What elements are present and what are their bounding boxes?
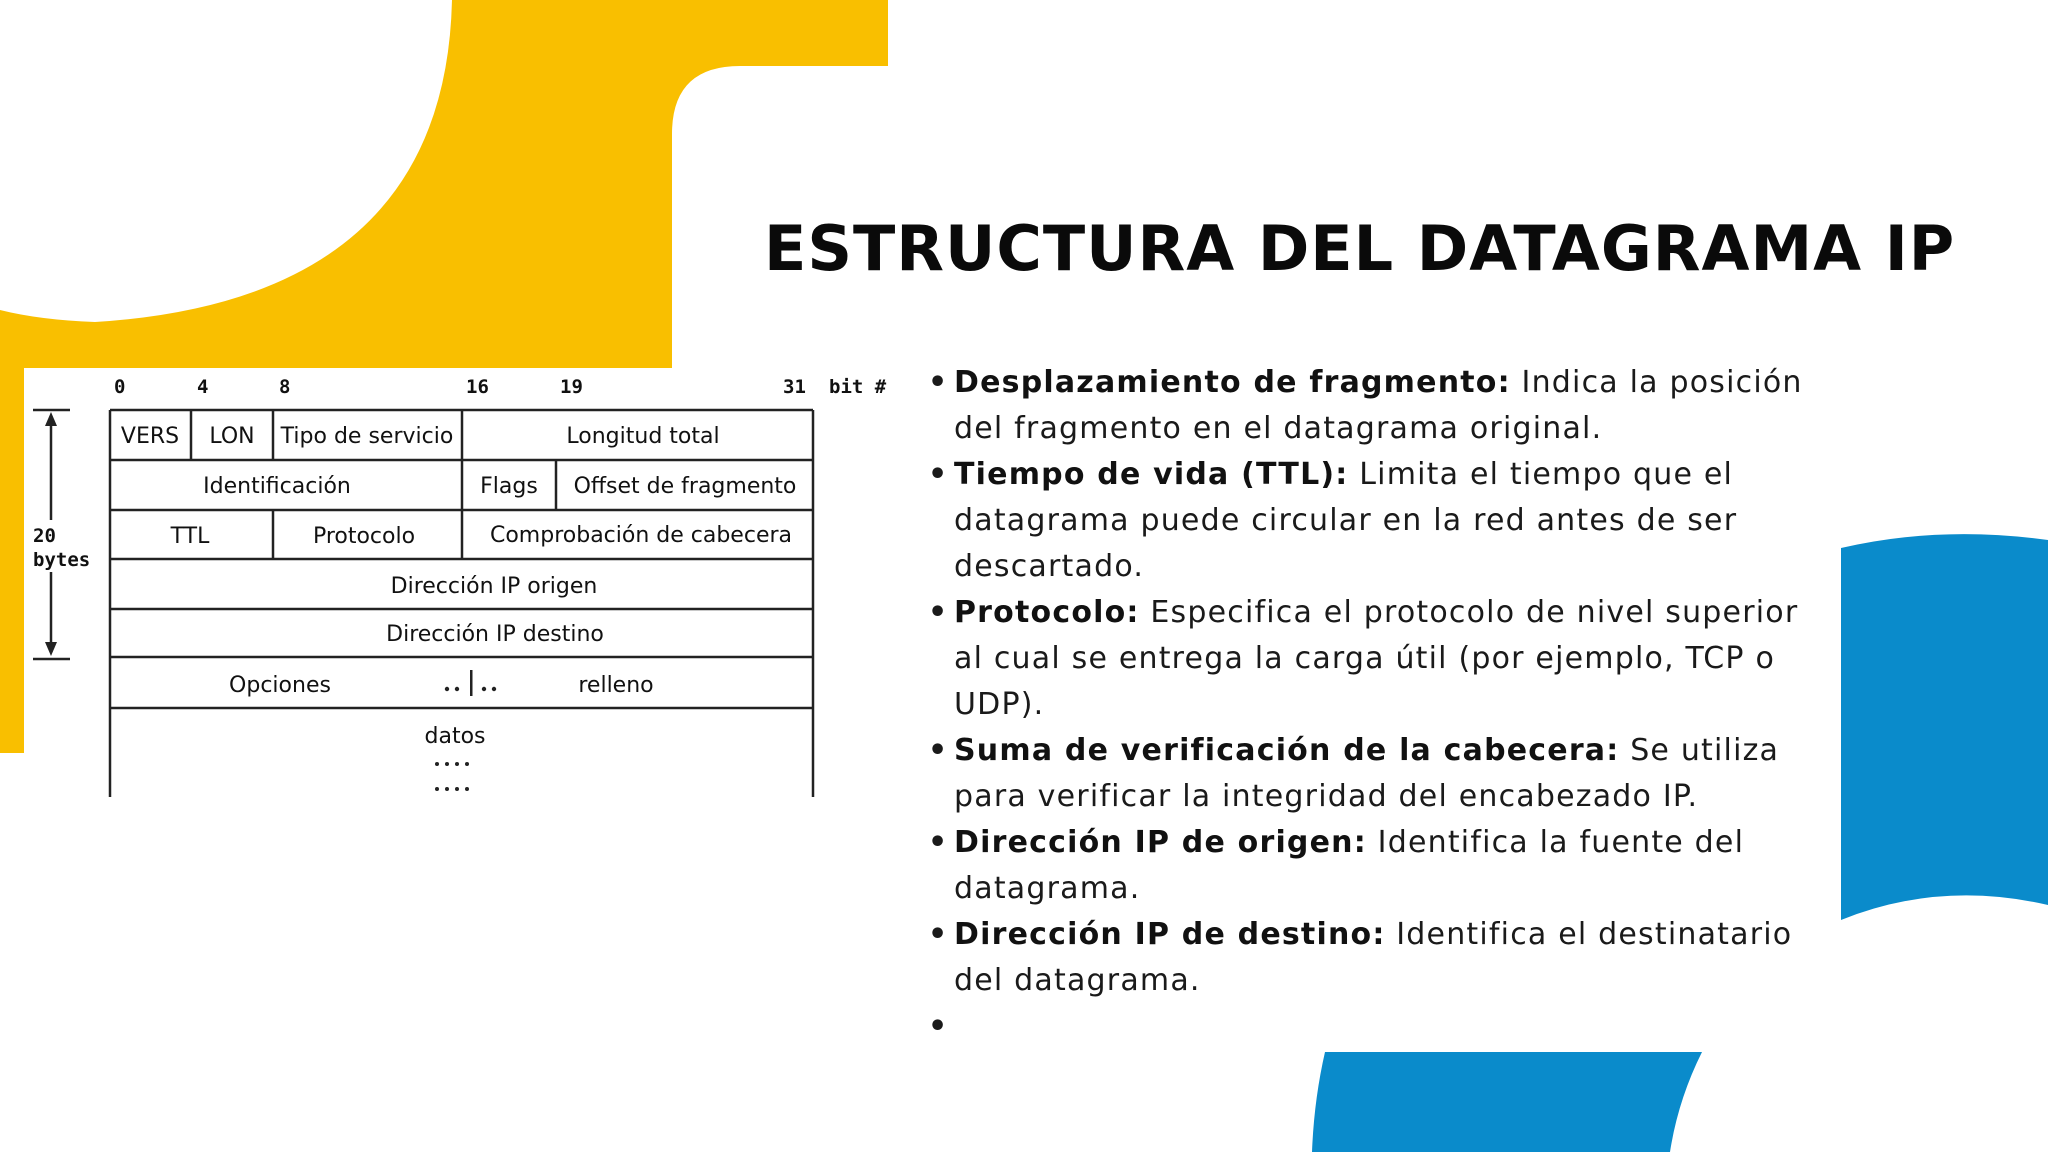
bullet-text: Limita el tiempo que el datagrama puede circular en la red antes de ser descartado.: [954, 457, 1738, 584]
field-flags: Flags: [480, 474, 538, 499]
bullet-term: Tiempo de vida (TTL):: [954, 457, 1349, 492]
bullet-text: Identifica la fuente del datagrama.: [954, 825, 1745, 906]
field-vers: VERS: [120, 424, 180, 449]
bit-label-19: 19: [560, 376, 583, 398]
list-item: [928, 728, 1838, 820]
bullet-text: Especifica el protocolo de nivel superior al cual se entrega la carga útil (por ejemplo, TCP o UDP).: [954, 595, 1799, 722]
bit-label-16: 16: [466, 376, 489, 398]
list-item: [928, 590, 1838, 728]
list-item: [928, 452, 1838, 590]
field-ip-origen: Dirección IP origen: [390, 574, 598, 599]
bullet-term: Desplazamiento de fragmento:: [954, 365, 1511, 400]
empty-list-item: [928, 1004, 1838, 1050]
data-continuation-dots: [435, 762, 469, 791]
list-item: [928, 820, 1838, 912]
bit-label-31: 31: [783, 376, 806, 398]
bullet-text: Identifica el destinatario del datagrama.: [954, 917, 1793, 998]
field-checksum: Comprobación de cabecera: [489, 523, 793, 548]
bullet-term: Suma de verificación de la cabecera:: [954, 733, 1620, 768]
field-relleno: relleno: [578, 673, 654, 698]
field-opciones: Opciones: [229, 673, 331, 698]
bit-label-unit: bit #: [829, 376, 887, 398]
list-item: [928, 360, 1838, 452]
bullet-text: Se utiliza para verificar la integridad del encabezado IP.: [954, 733, 1780, 814]
field-ip-destino: Dirección IP destino: [386, 622, 604, 647]
options-separator: [445, 670, 496, 696]
bullet-term: Protocolo:: [954, 595, 1140, 630]
field-lon: LON: [209, 424, 255, 449]
side-label-bytes: bytes: [33, 549, 91, 571]
side-label-20: 20: [33, 525, 56, 547]
bullet-term: Dirección IP de destino:: [954, 917, 1386, 952]
field-description-list: [928, 360, 1838, 1050]
field-datos: datos: [424, 724, 486, 749]
list-item: [928, 912, 1838, 1004]
slide-title: ESTRUCTURA DEL DATAGRAMA IP: [764, 212, 1956, 285]
bullet-text: Indica la posición del fragmento en el datagrama original.: [954, 365, 1803, 446]
bit-label-8: 8: [279, 376, 291, 398]
field-protocolo: Protocolo: [312, 524, 416, 549]
bit-label-0: 0: [114, 376, 126, 398]
bullet-term: Dirección IP de origen:: [954, 825, 1367, 860]
field-identificacion: Identificación: [203, 474, 351, 499]
field-tipo-servicio: Tipo de servicio: [280, 424, 454, 449]
field-ttl: TTL: [170, 524, 210, 549]
field-longitud-total: Longitud total: [566, 424, 720, 449]
field-offset: Offset de fragmento: [573, 474, 797, 499]
bit-label-4: 4: [197, 376, 209, 398]
